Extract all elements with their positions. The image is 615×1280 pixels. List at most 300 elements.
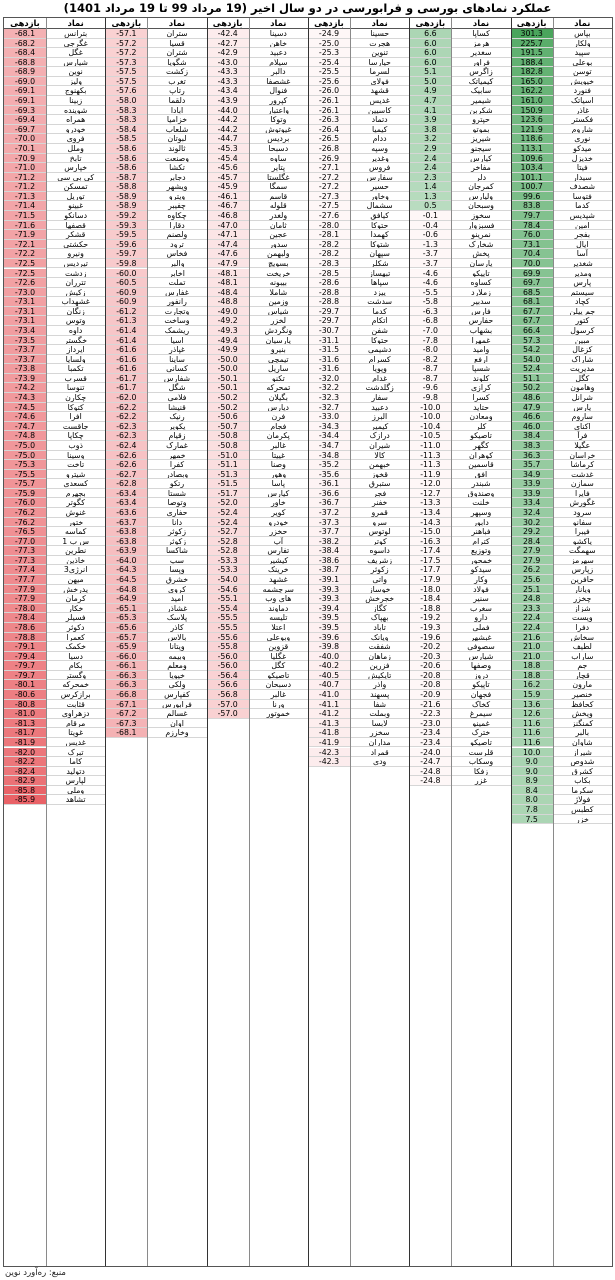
symbol-cell: نمرینو [451, 230, 510, 240]
return-cell: 103.4 [511, 163, 553, 173]
symbol-cell: کهمدا [350, 230, 409, 240]
symbol-cell: قاسمین [451, 460, 510, 470]
return-cell: -43.9 [207, 96, 249, 106]
symbol-cell: شوینده [46, 106, 105, 116]
symbol-cell: خموتور [249, 709, 308, 719]
symbol-cell: قزوین [249, 642, 308, 652]
symbol-cell: سمازن [553, 479, 612, 489]
symbol-cell: شپدیس [553, 211, 612, 221]
symbol-cell: مدیریت [553, 364, 612, 374]
symbol-cell: دارو [451, 613, 510, 623]
return-cell: -74.2 [4, 383, 46, 393]
return-cell: 8.4 [511, 786, 553, 796]
symbol-cell: کساپا [451, 29, 510, 39]
symbol-cell: ومدیر [553, 269, 612, 279]
symbol-cell: فیتا [553, 163, 612, 173]
symbol-cell: شکربن [451, 106, 510, 116]
return-cell: -17.5 [409, 556, 451, 566]
return-cell: -52.0 [207, 498, 249, 508]
symbol-cell: اسیاتک [553, 96, 612, 106]
symbol-cell: ساینا [147, 355, 206, 365]
symbol-cell: شتران [147, 48, 206, 58]
symbol-cell: دروز [451, 671, 510, 681]
symbol-cell: قثابت [46, 700, 105, 710]
symbol-cell: والبر [147, 259, 206, 269]
symbol-cell: افق [451, 470, 510, 480]
return-cell: -58.4 [105, 125, 147, 135]
return-cell: -68.2 [4, 39, 46, 49]
return-cell: -38.6 [308, 556, 350, 566]
symbol-cell: حکشتی [46, 240, 105, 250]
symbol-cell: خودرو [249, 518, 308, 528]
symbol-cell: وصنعت [147, 154, 206, 164]
symbol-cell: رنیک [147, 412, 206, 422]
symbol-cell: وملل [46, 144, 105, 154]
symbol-cell: درازک [350, 431, 409, 441]
symbol-cell: امین [553, 221, 612, 231]
return-cell: -48.4 [207, 288, 249, 298]
return-cell: -65.3 [105, 613, 147, 623]
return-cell: 109.6 [511, 154, 553, 164]
return-cell: -67.3 [105, 719, 147, 729]
return-cell: 38.4 [511, 431, 553, 441]
symbol-cell: کپشیر [249, 556, 308, 566]
symbol-cell: تپردیس [46, 259, 105, 269]
symbol-header: نماد [147, 18, 206, 29]
return-cell: -45.6 [207, 163, 249, 173]
return-cell: -52.8 [207, 546, 249, 556]
return-cell: -62.2 [105, 412, 147, 422]
return-cell: 33.9 [511, 479, 553, 489]
symbol-cell: ولغدر [249, 211, 308, 221]
symbol-cell: خکار [46, 604, 105, 614]
return-cell: -69.0 [4, 77, 46, 87]
return-cell: -66.1 [105, 661, 147, 671]
return-cell: -34.3 [308, 422, 350, 432]
symbol-cell: اپال [553, 240, 612, 250]
return-column [4, 18, 46, 1266]
symbol-cell: تاصیکو [451, 431, 510, 441]
return-cell: -60.0 [105, 269, 147, 279]
symbol-cell: کرسول [553, 326, 612, 336]
symbol-cell: دکوثر [46, 623, 105, 633]
symbol-cell: بردیس [249, 134, 308, 144]
return-cell: 25.1 [511, 585, 553, 595]
return-cell: -28.3 [308, 259, 350, 269]
return-cell: -40.2 [308, 661, 350, 671]
symbol-cell: افرا [46, 412, 105, 422]
symbol-cell: ددام [350, 134, 409, 144]
symbol-cell: بجهرم [46, 489, 105, 499]
symbol-cell: شپارس [46, 58, 105, 68]
return-cell: -82.4 [4, 767, 46, 777]
symbol-cell: ولپارس [451, 192, 510, 202]
return-cell: -25.0 [308, 39, 350, 49]
symbol-cell: سدور [249, 240, 308, 250]
return-cell: -77.9 [4, 585, 46, 595]
return-cell: -62.4 [105, 441, 147, 451]
symbol-cell: خاور [249, 498, 308, 508]
return-cell: -64.5 [105, 575, 147, 585]
return-cell: -73.1 [4, 307, 46, 317]
symbol-cell: وپسا [147, 565, 206, 575]
symbol-cell: کحافظ [553, 700, 612, 710]
symbol-cell: فباهنر [451, 527, 510, 537]
symbol-cell: دسبحا [249, 144, 308, 154]
symbol-cell: غمینو [451, 719, 510, 729]
symbol-cell: شگل [147, 383, 206, 393]
return-cell: -62.7 [105, 470, 147, 480]
symbol-cell: سرود [553, 508, 612, 518]
return-cell: -43.3 [207, 77, 249, 87]
symbol-cell: بکام [46, 661, 105, 671]
return-cell: -40.5 [308, 671, 350, 681]
return-cell: -68.1 [4, 29, 46, 39]
symbol-cell: کیمیر [350, 422, 409, 432]
symbol-cell: شستا [147, 489, 206, 499]
symbol-cell: شصدف [553, 182, 612, 192]
return-cell: -45.7 [207, 173, 249, 183]
return-cell: -61.6 [105, 364, 147, 374]
return-cell: -39.8 [308, 642, 350, 652]
return-cell: -58.6 [105, 144, 147, 154]
return-cell: -41.9 [308, 738, 350, 748]
symbol-cell: شدوص [553, 757, 612, 767]
symbol-cell: شرانل [553, 393, 612, 403]
symbol-cell: رانفور [147, 297, 206, 307]
symbol-cell: هجرت [350, 39, 409, 49]
symbol-cell: پارسیان [249, 336, 308, 346]
symbol-cell: کگوتر [46, 498, 105, 508]
return-cell: 50.2 [511, 383, 553, 393]
return-cell: -8.7 [409, 374, 451, 384]
symbol-cell: بگیلان [249, 393, 308, 403]
symbol-cell: دلقما [147, 96, 206, 106]
return-cell: -44.0 [207, 106, 249, 116]
symbol-cell: کساوه [451, 278, 510, 288]
return-cell: -55.8 [207, 642, 249, 652]
return-cell: -77.7 [4, 575, 46, 585]
return-cell: 38.3 [511, 441, 553, 451]
return-cell: -69.3 [4, 106, 46, 116]
symbol-cell: شپارس [451, 652, 510, 662]
return-cell: -72.5 [4, 259, 46, 269]
return-cell: -71.3 [4, 192, 46, 202]
symbol-cell: پاکشو [553, 537, 612, 547]
return-cell: -64.3 [105, 565, 147, 575]
symbol-cell: ثالوند [147, 144, 206, 154]
symbol-cell: رتکو [147, 479, 206, 489]
return-cell: 27.9 [511, 546, 553, 556]
return-cell: 23.3 [511, 604, 553, 614]
symbol-cell: ویست [553, 613, 612, 623]
symbol-cell: ویشهر [147, 182, 206, 192]
symbol-cell: وتوصا [147, 498, 206, 508]
return-cell: -34.7 [308, 441, 350, 451]
symbol-cell: تاپیکو [451, 269, 510, 279]
symbol-cell: فزرین [350, 661, 409, 671]
symbol-header: نماد [249, 18, 308, 29]
return-cell: 16.2 [511, 680, 553, 690]
symbol-cell: خراسان [553, 451, 612, 461]
return-cell: -62.6 [105, 460, 147, 470]
symbol-cell: حسینا [350, 29, 409, 39]
return-cell: 13.6 [511, 700, 553, 710]
return-cell: -75.0 [4, 451, 46, 461]
return-cell: -66.3 [105, 680, 147, 690]
symbol-cell: پکرمان [249, 431, 308, 441]
symbol-cell: لوتوس [350, 527, 409, 537]
return-cell: -33.0 [308, 412, 350, 422]
symbol-cell: غشاذر [147, 604, 206, 614]
return-cell: -70.1 [4, 144, 46, 154]
symbol-cell: دقارا [147, 221, 206, 231]
return-cell: -58.3 [105, 106, 147, 116]
return-cell: -71.4 [4, 201, 46, 211]
return-cell: -69.1 [4, 96, 46, 106]
symbol-cell: بهپاک [350, 613, 409, 623]
symbol-cell: کرازی [451, 383, 510, 393]
return-cell: -50.2 [207, 393, 249, 403]
symbol-cell: شپترو [46, 470, 105, 480]
return-cell: 165.0 [511, 77, 553, 87]
return-cell: 54.0 [511, 355, 553, 365]
return-cell: 100.7 [511, 182, 553, 192]
return-cell: -21.6 [409, 700, 451, 710]
symbol-cell: بکهنوج [46, 86, 105, 96]
return-header: بازدهی [105, 18, 147, 29]
return-cell: -19.6 [409, 633, 451, 643]
return-cell: -45.3 [207, 144, 249, 154]
symbol-cell: کی بی سی [46, 173, 105, 183]
symbol-cell: شفا [350, 700, 409, 710]
symbol-cell: خبهمن [350, 460, 409, 470]
return-cell: -62.6 [105, 451, 147, 461]
return-cell: -57.1 [105, 29, 147, 39]
symbol-cell: سشمال [350, 201, 409, 211]
symbol-cell: بالاس [147, 633, 206, 643]
return-cell: -76.5 [4, 527, 46, 537]
symbol-cell: دتولید [46, 767, 105, 777]
return-cell: 24.8 [511, 594, 553, 604]
symbol-cell: وکار [451, 575, 510, 585]
return-cell: 2.3 [409, 173, 451, 183]
symbol-cell: شلعاب [147, 125, 206, 135]
symbol-cell: ویتانا [147, 642, 206, 652]
symbol-cell: ویترو [147, 192, 206, 202]
symbol-cell: انرژی3 [46, 565, 105, 575]
return-cell: -56.6 [207, 680, 249, 690]
return-cell: -58.3 [105, 115, 147, 125]
return-cell: -60.9 [105, 288, 147, 298]
return-cell: 70.4 [511, 249, 553, 259]
return-cell: -85.8 [4, 786, 46, 796]
return-cell: 26.2 [511, 565, 553, 575]
return-cell: -58.9 [105, 192, 147, 202]
symbol-cell: واذر [350, 680, 409, 690]
return-cell: 118.6 [511, 134, 553, 144]
return-cell: -72.6 [4, 278, 46, 288]
return-cell: 35.7 [511, 460, 553, 470]
return-cell: -39.3 [308, 594, 350, 604]
symbol-cell: ختور [46, 518, 105, 528]
return-cell: -50.6 [207, 412, 249, 422]
return-column [409, 18, 451, 1266]
return-cell: -20.9 [409, 690, 451, 700]
symbol-cell: قمرو [350, 508, 409, 518]
symbol-cell: واتی [350, 575, 409, 585]
return-cell: -74.3 [4, 393, 46, 403]
symbol-cell: شیراز [553, 748, 612, 758]
return-cell: 1.4 [409, 182, 451, 192]
return-cell: -72.2 [4, 249, 46, 259]
return-cell: -81.0 [4, 709, 46, 719]
symbol-cell: رتاپ [147, 86, 206, 96]
return-cell: -47.9 [207, 259, 249, 269]
symbol-cell: کلر [451, 422, 510, 432]
return-cell: -74.6 [4, 412, 46, 422]
return-cell: -68.9 [4, 67, 46, 77]
return-cell: -32.7 [308, 403, 350, 413]
return-cell: -59.8 [105, 259, 147, 269]
symbol-cell: ولیز [46, 77, 105, 87]
return-cell: -63.6 [105, 508, 147, 518]
symbol-cell: قنیشا [147, 403, 206, 413]
return-cell: -69.4 [4, 115, 46, 125]
symbol-cell: غدیس [350, 96, 409, 106]
symbol-cell: توسن [553, 67, 612, 77]
return-cell: 47.9 [511, 403, 553, 413]
return-cell: -72.1 [4, 240, 46, 250]
return-cell: -41.2 [308, 709, 350, 719]
symbol-cell: ونگردش [249, 326, 308, 336]
return-cell: -37.7 [308, 527, 350, 537]
return-cell: 191.5 [511, 48, 553, 58]
symbol-cell: نوین [46, 67, 105, 77]
symbol-cell: وزمین [249, 297, 308, 307]
symbol-cell: شغدیر [553, 259, 612, 269]
symbol-cell: سصوفی [451, 642, 510, 652]
symbol-cell: پسهند [350, 690, 409, 700]
return-cell: -39.1 [308, 575, 350, 585]
column-divider [249, 18, 250, 1266]
return-cell: 2.4 [409, 163, 451, 173]
return-cell: -57.0 [207, 700, 249, 710]
return-cell: -58.8 [105, 182, 147, 192]
return-cell: 30.2 [511, 518, 553, 528]
symbol-cell: واعتبار [249, 106, 308, 116]
return-cell: -52.4 [207, 508, 249, 518]
return-cell: 51.1 [511, 374, 553, 384]
return-cell: -62.3 [105, 431, 147, 441]
symbol-cell: سهمگت [553, 546, 612, 556]
return-cell: 73.1 [511, 240, 553, 250]
symbol-cell: اخابر [147, 269, 206, 279]
return-cell: -59.3 [105, 221, 147, 231]
return-cell: 3.2 [409, 134, 451, 144]
return-cell: 0.5 [409, 201, 451, 211]
symbol-cell: کلوند [451, 374, 510, 384]
symbol-cell: قلرست [451, 748, 510, 758]
symbol-cell: سرو [350, 518, 409, 528]
symbol-cell: کدما [553, 201, 612, 211]
symbol-cell: زکشت [147, 67, 206, 77]
symbol-cell: غدام [350, 374, 409, 384]
return-cell: 6.0 [409, 39, 451, 49]
return-cell: -80.8 [4, 700, 46, 710]
column-divider [350, 18, 351, 1266]
return-cell: -15.0 [409, 527, 451, 537]
symbol-cell: فلامی [147, 393, 206, 403]
symbol-cell: وصنا [249, 460, 308, 470]
symbol-cell: خپویا [147, 671, 206, 681]
return-cell: -64.9 [105, 594, 147, 604]
return-cell: -73.9 [4, 374, 46, 384]
return-cell: 46.0 [511, 422, 553, 432]
symbol-column [147, 18, 206, 1266]
symbol-cell: دتماد [350, 115, 409, 125]
symbol-cell: حتاید [451, 403, 510, 413]
return-cell: -26.5 [308, 134, 350, 144]
return-cell: 33.9 [511, 489, 553, 499]
return-cell: -8.2 [409, 355, 451, 365]
symbol-cell: وهامون [553, 383, 612, 393]
source-note: منبع: ره‌آورد نوین [5, 1268, 66, 1278]
symbol-cell: آسا [553, 249, 612, 259]
return-cell: -59.2 [105, 211, 147, 221]
return-cell: -23.4 [409, 728, 451, 738]
return-cell: -74.8 [4, 431, 46, 441]
return-cell: 34.9 [511, 470, 553, 480]
return-cell: -13.3 [409, 498, 451, 508]
return-cell: -81.7 [4, 728, 46, 738]
return-cell: -38.7 [308, 565, 350, 575]
return-cell: -26.9 [308, 154, 350, 164]
symbol-cell: وملی [46, 786, 105, 796]
return-cell: -45.4 [207, 154, 249, 164]
return-cell: 3.8 [409, 125, 451, 135]
symbol-cell: شپاس [249, 307, 308, 317]
return-cell: -79.4 [4, 652, 46, 662]
return-cell: -58.5 [105, 134, 147, 144]
return-column [105, 18, 147, 1266]
return-cell: -39.5 [308, 613, 350, 623]
symbol-cell: خاهن [249, 39, 308, 49]
return-cell: -77.4 [4, 565, 46, 575]
return-cell: -10.5 [409, 431, 451, 441]
symbol-cell: حپترو [451, 115, 510, 125]
return-cell: -50.1 [207, 383, 249, 393]
symbol-cell: وسینا [46, 451, 105, 461]
return-cell: -77.3 [4, 556, 46, 566]
symbol-cell: فجام [249, 422, 308, 432]
symbol-cell: داوه [46, 326, 105, 336]
symbol-cell: غگلستا [249, 173, 308, 183]
return-cell: -34.8 [308, 451, 350, 461]
symbol-cell: مفاخر [451, 163, 510, 173]
pair-divider [207, 18, 208, 1266]
symbol-cell: ساوه [249, 154, 308, 164]
symbol-cell: عجین [249, 230, 308, 240]
symbol-cell: دعبید [350, 403, 409, 413]
symbol-cell: مارون [553, 680, 612, 690]
return-cell: -62.2 [105, 403, 147, 413]
return-cell: -28.8 [308, 288, 350, 298]
symbol-cell: دلر [451, 173, 510, 183]
symbol-cell: مرقام [46, 719, 105, 729]
return-cell: -28.6 [308, 278, 350, 288]
return-cell: -42.3 [308, 748, 350, 758]
